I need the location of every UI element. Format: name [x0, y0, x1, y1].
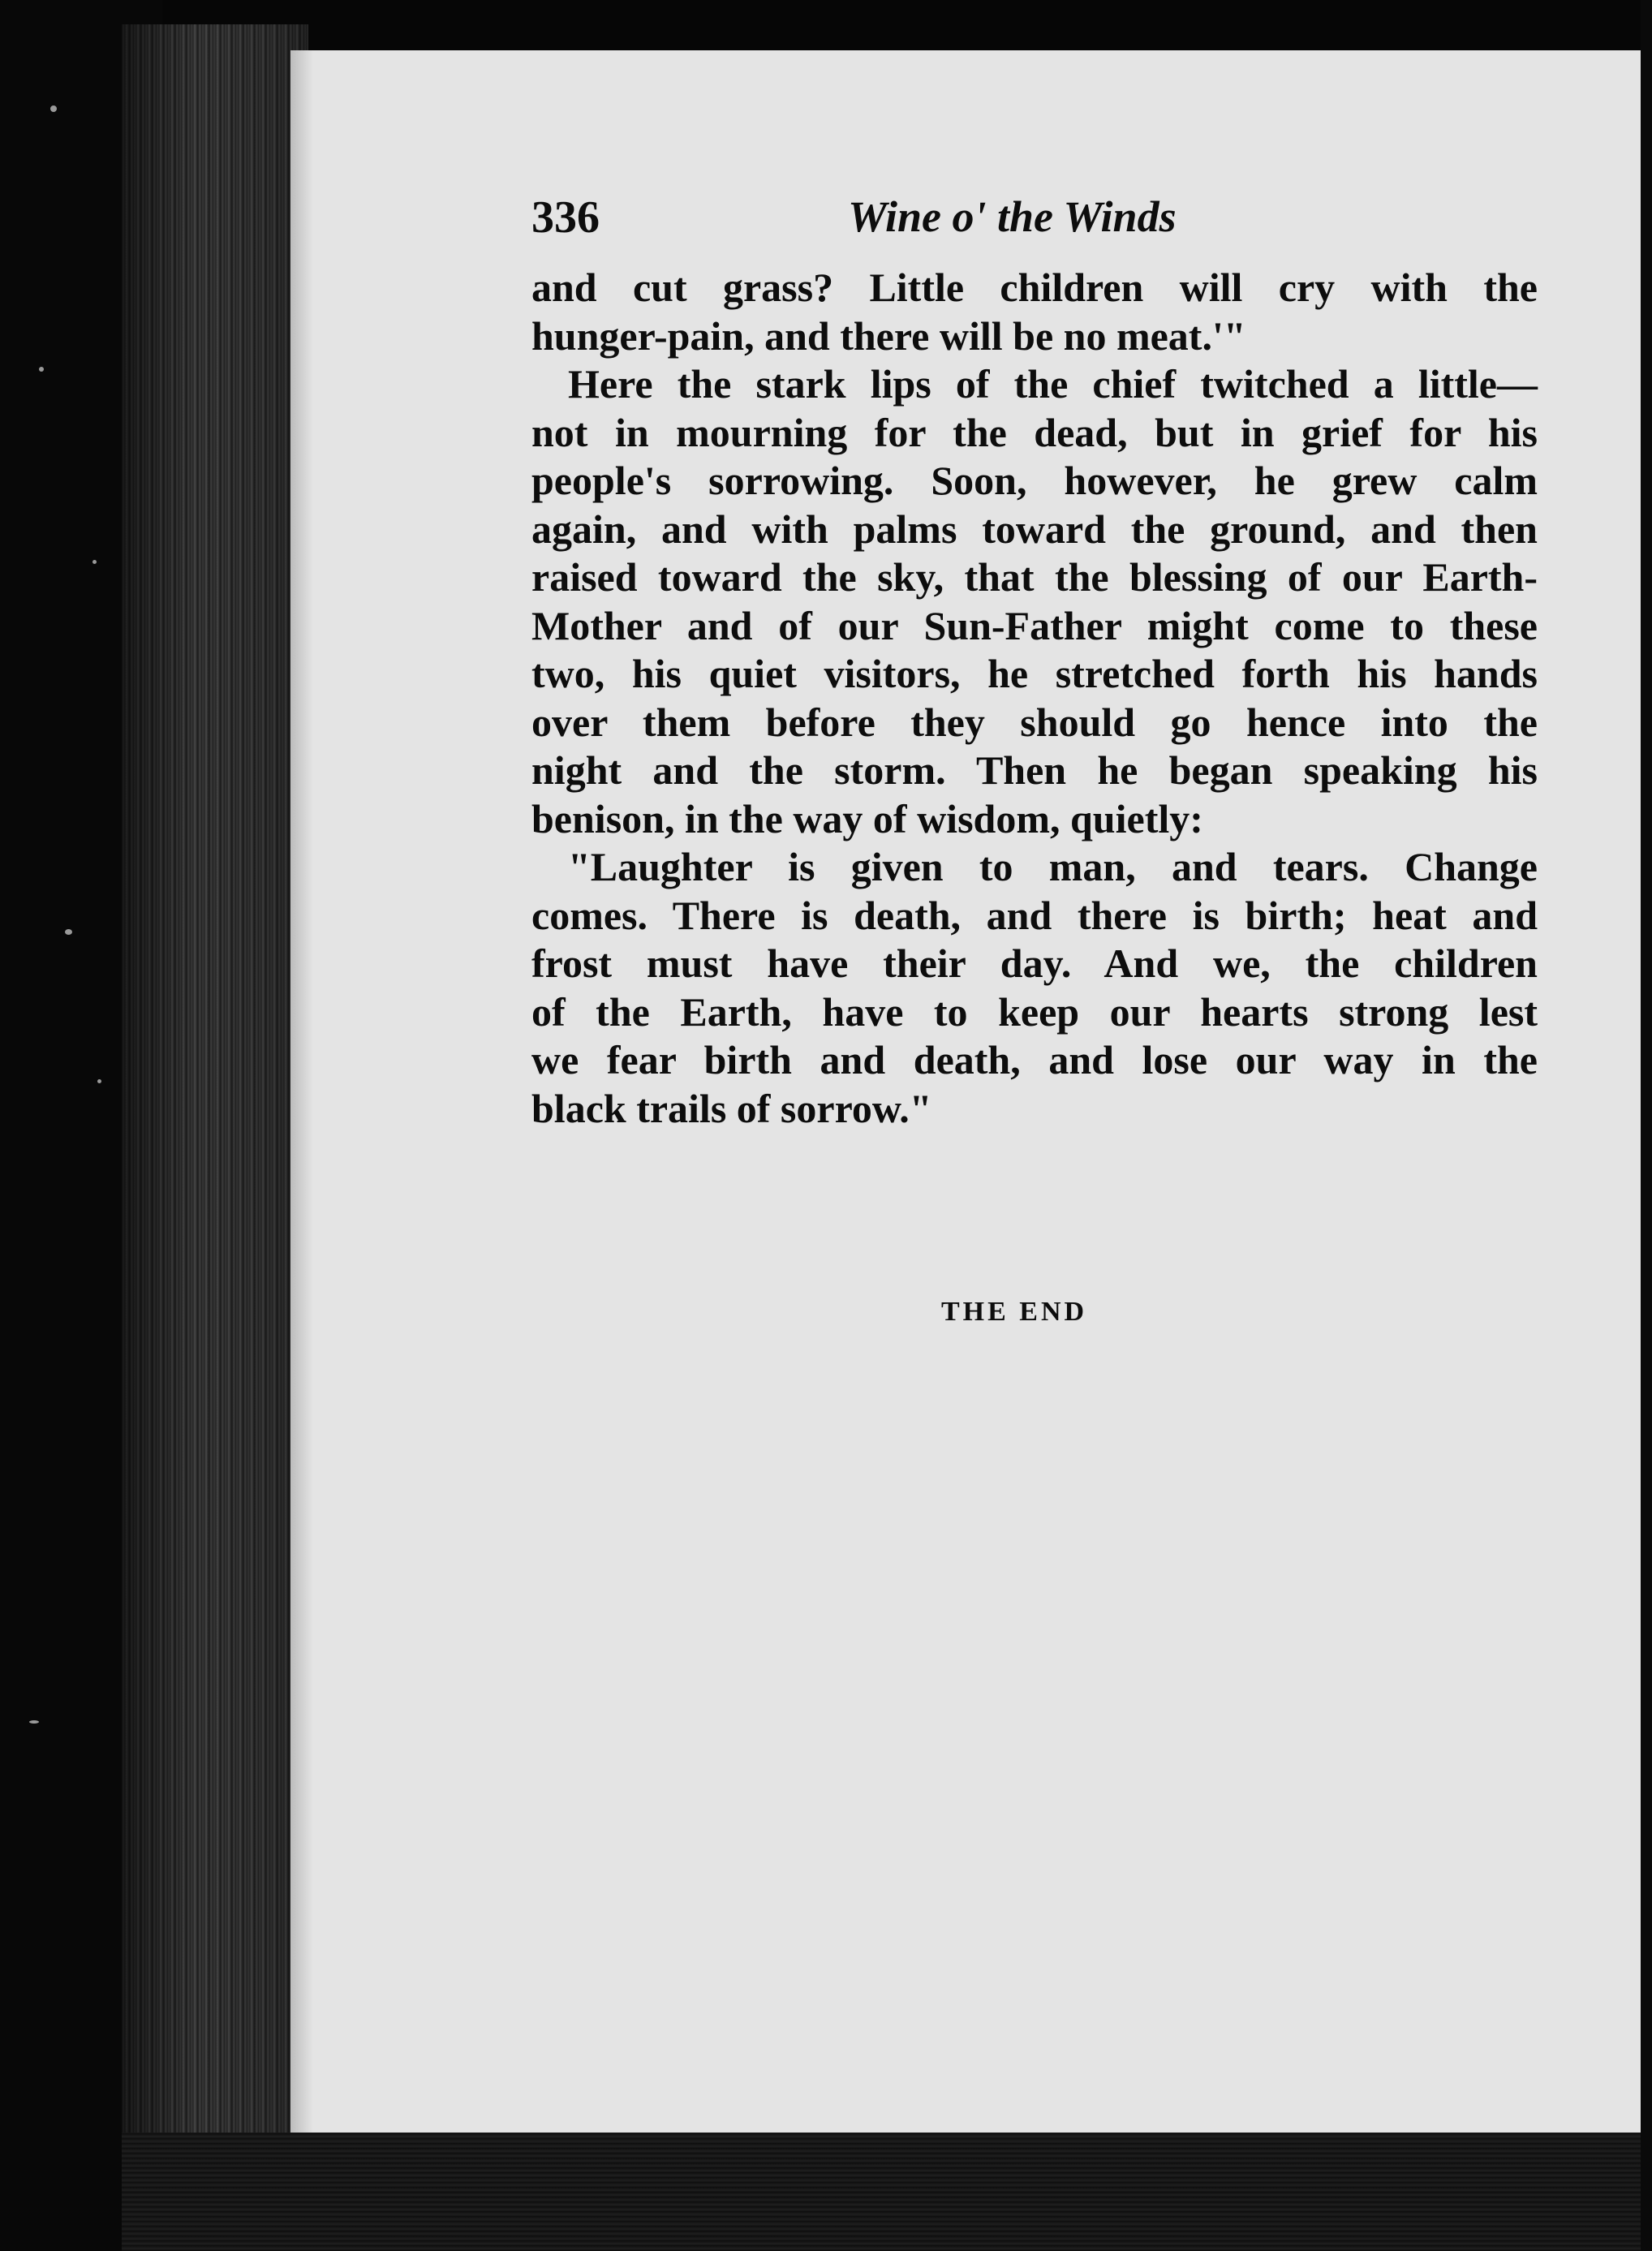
text-line: night and the storm. Then he began speaking his: [531, 747, 1538, 793]
text-line: frost must have their day. And we, the children: [531, 940, 1538, 986]
page-header: [531, 192, 1546, 248]
text-line: over them before they should go hence into the: [531, 699, 1538, 745]
text-line: Mother and of our Sun-Father might come to these: [531, 602, 1538, 648]
scan-right-edge: [1641, 0, 1652, 2251]
page-edges-bottom: [122, 2133, 1652, 2251]
text-line: of the Earth, have to keep our hearts strong lest: [531, 988, 1538, 1035]
page-gutter-shadow: [290, 50, 313, 2133]
dust-speck: [50, 105, 57, 112]
running-title: Wine o' the Winds: [848, 192, 1177, 241]
text-line: people's sorrowing. Soon, however, he grew calm: [531, 458, 1538, 503]
body-text: [531, 264, 1538, 1133]
end-mark: THE END: [941, 1297, 1088, 1327]
text-line: raised toward the sky, that the blessing of our Earth-: [531, 554, 1538, 600]
dust-speck: [92, 560, 97, 564]
text-line: and cut grass? Little children will cry with the: [531, 265, 1538, 310]
text-line: Here the stark lips of the chief twitched a little—: [568, 361, 1538, 407]
dust-speck: [39, 367, 44, 372]
dust-speck: [97, 1079, 101, 1083]
text-line: again, and with palms toward the ground, and then: [531, 506, 1538, 552]
text-line: benison, in the way of wisdom, quietly:: [531, 795, 1203, 841]
spine-shadow: [122, 24, 308, 2251]
text-line: not in mourning for the dead, but in grief for his: [531, 409, 1538, 455]
text-line: two, his quiet visitors, he stretched forth his hands: [531, 651, 1538, 696]
page-number: 336: [531, 192, 600, 243]
text-line: comes. There is death, and there is birth; heat and: [531, 892, 1538, 938]
dust-speck: [29, 1720, 39, 1724]
text-line: we fear birth and death, and lose our way in the: [531, 1037, 1538, 1082]
text-line: hunger-pain, and there will be no meat.'": [531, 312, 1246, 359]
text-line: "Laughter is given to man, and tears. Change: [568, 844, 1538, 889]
text-line: black trails of sorrow.": [531, 1085, 932, 1131]
dust-speck: [65, 929, 72, 935]
